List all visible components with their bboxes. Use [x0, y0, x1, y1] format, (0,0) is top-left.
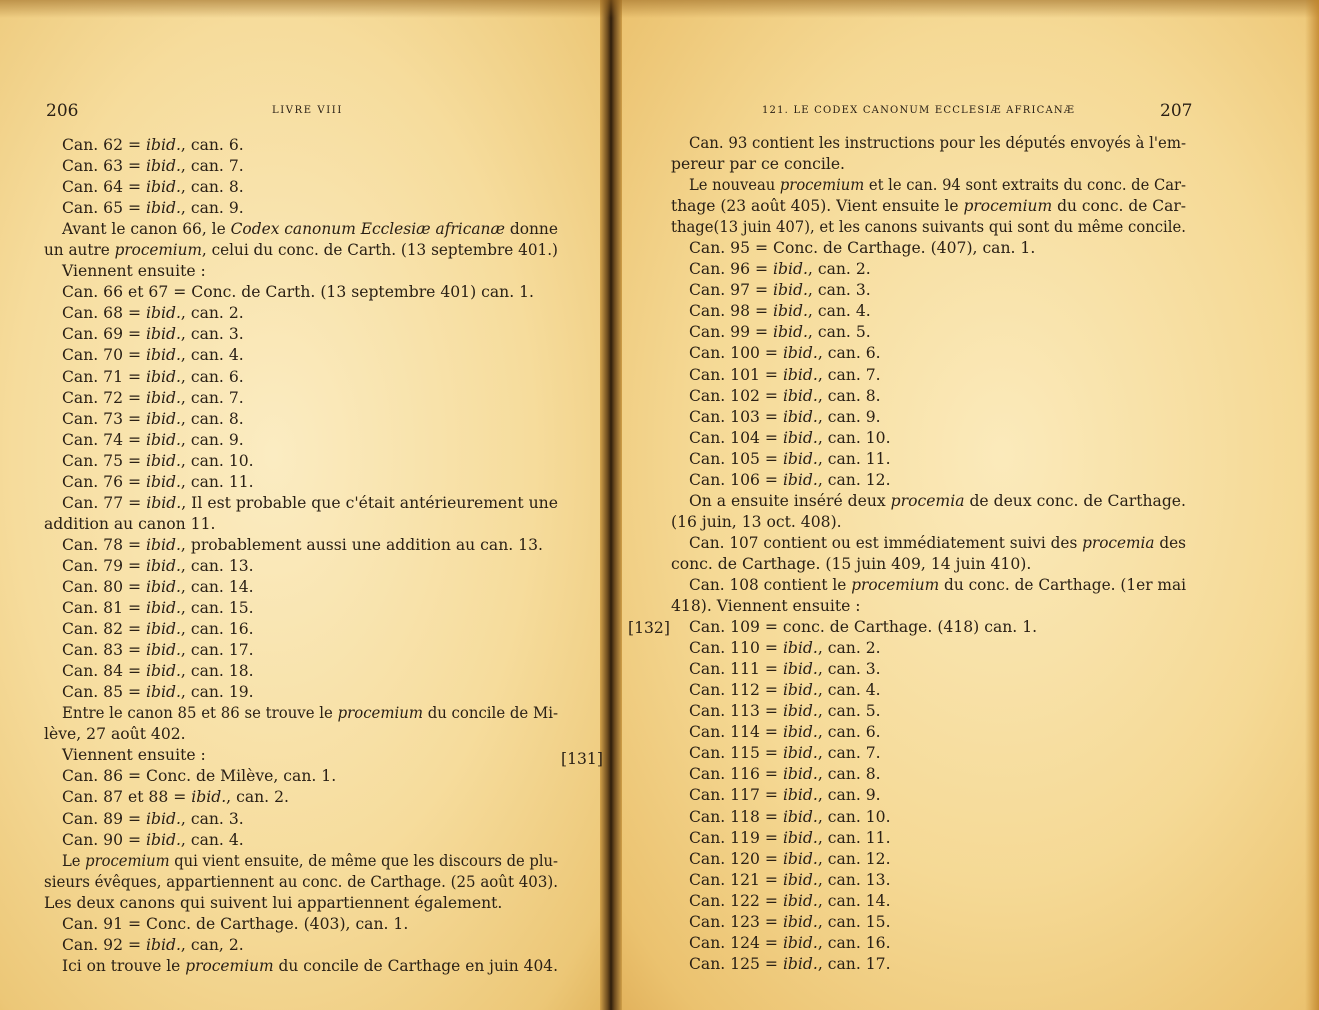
text-run: Can. 81 =	[62, 599, 147, 618]
text-run: , can. 14.	[817, 891, 891, 910]
text-run: donne	[504, 220, 558, 239]
italic-text: ibid.	[782, 723, 818, 742]
text-line	[671, 638, 1186, 659]
text-run: , can. 17.	[817, 954, 891, 973]
text-run: , can. 8.	[817, 765, 881, 784]
text-run: , can. 8.	[180, 409, 244, 428]
text-run: Can. 73 =	[62, 409, 147, 428]
text-line	[671, 828, 1186, 849]
text-line	[44, 303, 558, 324]
text-run: Can. 85 =	[62, 683, 147, 702]
text-line	[44, 282, 558, 303]
italic-text: ibid.	[146, 935, 181, 954]
text-run: , can. 6.	[180, 136, 244, 154]
text-line	[44, 851, 558, 872]
text-run: , can. 7.	[180, 388, 244, 407]
italic-text: Codex canonum Ecclesiæ africanæ	[230, 220, 505, 239]
text-run: Can. 91 = Conc. de Carthage. (403), can. 1.	[62, 914, 409, 933]
text-run: Can. 83 =	[62, 641, 147, 660]
text-run: , can, 2.	[180, 935, 244, 954]
text-line	[671, 259, 1186, 280]
text-run: , can. 11.	[180, 472, 254, 491]
text-line	[44, 830, 558, 851]
text-run: On a ensuite inséré deux	[689, 491, 891, 510]
text-line	[44, 388, 558, 409]
text-line	[671, 659, 1186, 680]
italic-text: ibid.	[773, 260, 808, 279]
text-run: Can. 95 = Conc. de Carthage. (407), can. 1.	[689, 239, 1036, 258]
text-run: (16 juin, 13 oct. 408).	[671, 512, 842, 531]
text-run: Can. 104 =	[689, 428, 783, 447]
text-line	[671, 849, 1186, 870]
text-run: , can. 9.	[180, 430, 244, 449]
text-run: conc. de Carthage. (15 juin 409, 14 juin 410).	[671, 554, 1032, 573]
text-run: Can. 92 =	[62, 935, 147, 954]
text-run: , can. 6.	[180, 367, 244, 386]
text-line	[44, 451, 558, 472]
text-run: , can. 10.	[817, 428, 891, 447]
italic-text: procemium	[85, 851, 170, 870]
text-run: Can. 82 =	[62, 620, 147, 639]
text-run: , can. 4.	[807, 302, 871, 321]
text-run: , can. 2.	[807, 260, 871, 279]
text-run: Can. 115 =	[689, 744, 783, 763]
text-line	[44, 787, 558, 808]
text-run: qui vient ensuite, de même que les discours de plu-	[169, 851, 558, 870]
text-line	[44, 135, 558, 156]
italic-text: ibid.	[146, 620, 181, 639]
italic-text: ibid.	[191, 788, 227, 807]
text-line	[44, 261, 558, 282]
text-run: , probablement aussi une addition au can. 13.	[180, 535, 543, 554]
text-line	[671, 196, 1186, 217]
italic-text: ibid.	[782, 639, 818, 658]
italic-text: ibid.	[782, 470, 818, 489]
text-line	[671, 785, 1186, 806]
text-run: Can. 66 et 67 = Conc. de Carth. (13 septembre 401) can. 1.	[62, 283, 535, 302]
text-run: thage (23 août 405). Vient ensuite le	[671, 197, 964, 216]
text-line	[671, 343, 1186, 364]
italic-text: ibid.	[782, 744, 818, 763]
text-run: Can. 71 =	[62, 367, 147, 386]
text-run: , can. 9.	[817, 407, 881, 426]
text-line	[44, 893, 558, 914]
text-line	[44, 914, 558, 935]
text-line	[44, 577, 558, 598]
text-line	[44, 619, 558, 640]
italic-text: ibid.	[146, 409, 181, 428]
text-run: , can. 3.	[180, 325, 244, 344]
text-run: Viennent ensuite :	[62, 262, 206, 281]
italic-text: ibid.	[146, 388, 181, 407]
italic-text: ibid.	[782, 765, 818, 784]
text-run: Can. 118 =	[689, 807, 783, 826]
text-line	[671, 238, 1186, 259]
text-run: , can. 13.	[817, 870, 891, 889]
text-line	[44, 661, 558, 682]
italic-text: ibid.	[782, 912, 818, 931]
italic-text: ibid.	[146, 304, 181, 323]
text-line	[671, 175, 1186, 196]
text-run: Can. 101 =	[689, 365, 783, 384]
text-line	[44, 745, 558, 766]
text-run: Can. 98 =	[689, 302, 774, 321]
text-line	[44, 514, 558, 535]
text-line	[44, 430, 558, 451]
text-run: , can. 2.	[226, 788, 289, 807]
book-gutter	[600, 0, 622, 1010]
italic-text: ibid.	[782, 933, 818, 952]
text-line	[44, 324, 558, 345]
text-run: Avant le canon 66, le	[62, 220, 231, 239]
top-shadow	[0, 0, 1319, 18]
text-run: Can. 99 =	[689, 323, 774, 342]
italic-text: ibid.	[146, 367, 181, 386]
text-run: thage(13 juin 407), et les canons suivants qui sont du même concile.	[671, 218, 1186, 237]
left-page-header	[0, 101, 600, 123]
text-line	[671, 870, 1186, 891]
text-line	[671, 954, 1186, 975]
text-line	[671, 807, 1186, 828]
margin-reference-right: [132]	[628, 619, 670, 637]
text-run: , can. 7.	[817, 365, 881, 384]
text-run: , can. 2.	[817, 639, 881, 658]
text-run: , can. 10.	[180, 451, 254, 470]
text-line	[44, 240, 558, 261]
text-run: lève, 27 août 402.	[44, 725, 186, 744]
text-run: , celui du conc. de Carth. (13 septembre 401.)	[201, 241, 558, 260]
text-run: , can. 8.	[817, 386, 881, 405]
italic-text: ibid.	[782, 702, 818, 721]
text-line	[671, 407, 1186, 428]
italic-text: ibid.	[146, 325, 181, 344]
text-line	[44, 556, 558, 577]
text-run: Can. 77 =	[62, 493, 147, 512]
italic-text: ibid.	[782, 786, 818, 805]
italic-text: procemium	[963, 197, 1053, 216]
text-line	[671, 428, 1186, 449]
text-run: , can. 12.	[817, 849, 891, 868]
text-run: du concile de Carthage en juin 404.	[273, 956, 558, 975]
text-run: Can. 114 =	[689, 723, 783, 742]
text-run: Can. 64 =	[62, 178, 147, 197]
italic-text: procemium	[779, 176, 865, 195]
text-line	[44, 472, 558, 493]
italic-text: ibid.	[782, 870, 818, 889]
text-line	[44, 598, 558, 619]
text-line	[44, 177, 558, 198]
text-run: Can. 69 =	[62, 325, 147, 344]
text-run: , can. 7.	[180, 157, 244, 176]
text-run: , can. 15.	[180, 599, 254, 618]
text-run: , can. 9.	[180, 199, 244, 218]
italic-text: ibid.	[146, 535, 181, 554]
text-run: Can. 89 =	[62, 809, 147, 828]
text-run: Can. 68 =	[62, 304, 147, 323]
text-run: Can. 86 = Conc. de Milève, can. 1.	[62, 767, 337, 786]
italic-text: ibid.	[782, 681, 818, 700]
italic-text: procemium	[851, 575, 940, 594]
text-run: Can. 96 =	[689, 260, 774, 279]
text-run: des	[1154, 533, 1186, 552]
text-run: Can. 74 =	[62, 430, 147, 449]
text-line	[671, 912, 1186, 933]
text-run: , can. 2.	[180, 304, 244, 323]
text-run: Can. 111 =	[689, 660, 783, 679]
italic-text: ibid.	[773, 323, 808, 342]
text-run: de deux conc. de Carthage.	[964, 491, 1186, 510]
text-run: Le	[62, 851, 86, 870]
italic-text: ibid.	[782, 407, 818, 426]
text-run: Can. 113 =	[689, 702, 783, 721]
text-run: , can. 4.	[180, 346, 244, 365]
text-run: , can. 3.	[180, 809, 244, 828]
text-line	[671, 470, 1186, 491]
italic-text: ibid.	[146, 683, 181, 702]
text-run: Can. 100 =	[689, 344, 783, 363]
text-line	[671, 701, 1186, 722]
text-run: Can. 65 =	[62, 199, 147, 218]
italic-text: ibid.	[146, 136, 181, 154]
italic-text: ibid.	[782, 891, 818, 910]
italic-text: ibid.	[146, 157, 181, 176]
page-edge	[1305, 0, 1319, 1010]
text-run: , can. 3.	[817, 660, 881, 679]
text-line	[671, 743, 1186, 764]
text-line	[671, 891, 1186, 912]
text-line	[671, 449, 1186, 470]
text-run: , can. 13.	[180, 556, 254, 575]
text-line	[671, 533, 1186, 554]
italic-text: ibid.	[146, 346, 181, 365]
text-run: Can. 116 =	[689, 765, 783, 784]
italic-text: ibid.	[782, 386, 818, 405]
text-run: Le nouveau	[689, 176, 780, 195]
italic-text: ibid.	[773, 302, 808, 321]
text-line	[44, 156, 558, 177]
italic-text: ibid.	[146, 599, 181, 618]
text-run: Can. 107 contient ou est immédiatement suivi des	[689, 533, 1083, 552]
italic-text: ibid.	[782, 954, 818, 973]
text-line	[44, 198, 558, 219]
right-page-number: 207	[1160, 101, 1193, 121]
text-run: Can. 124 =	[689, 933, 783, 952]
italic-text: ibid.	[146, 430, 181, 449]
left-page-text	[44, 135, 558, 977]
text-run: du concile de Mi-	[422, 704, 558, 723]
text-line	[671, 764, 1186, 785]
text-run: Can. 63 =	[62, 157, 147, 176]
text-run: , can. 5.	[817, 702, 881, 721]
text-run: Can. 117 =	[689, 786, 783, 805]
italic-text: ibid.	[146, 556, 181, 575]
italic-text: procemium	[114, 241, 202, 260]
text-run: Entre le canon 85 et 86 se trouve le	[62, 704, 338, 723]
text-line	[671, 322, 1186, 343]
text-line	[44, 409, 558, 430]
text-run: Can. 84 =	[62, 662, 147, 681]
text-line	[44, 956, 558, 977]
text-run: , can. 10.	[817, 807, 891, 826]
text-line	[671, 133, 1186, 154]
text-line	[671, 722, 1186, 743]
italic-text: ibid.	[146, 809, 181, 828]
text-run: , can. 9.	[817, 786, 881, 805]
text-run: , can. 11.	[817, 828, 891, 847]
text-run: Can. 109 = conc. de Carthage. (418) can. 1.	[689, 618, 1038, 637]
text-run: Can. 125 =	[689, 954, 783, 973]
text-run: , can. 4.	[180, 830, 244, 849]
text-line	[44, 345, 558, 366]
italic-text: ibid.	[146, 178, 181, 197]
text-run: , can. 8.	[180, 178, 244, 197]
text-run: Can. 79 =	[62, 556, 147, 575]
text-run: Can. 78 =	[62, 535, 147, 554]
text-run: du conc. de Car-	[1052, 197, 1186, 216]
text-run: , can. 6.	[817, 723, 881, 742]
text-run: Can. 102 =	[689, 386, 783, 405]
text-run: , can. 5.	[807, 323, 871, 342]
text-line	[671, 365, 1186, 386]
italic-text: ibid.	[146, 830, 181, 849]
text-run: Can. 108 contient le	[689, 575, 852, 594]
text-run: Can. 76 =	[62, 472, 147, 491]
text-run: Can. 62 =	[62, 136, 147, 154]
text-line	[671, 575, 1186, 596]
text-line	[44, 640, 558, 661]
text-run: Les deux canons qui suivent lui appartiennent également.	[44, 893, 503, 912]
text-line	[44, 809, 558, 830]
italic-text: ibid.	[146, 641, 181, 660]
text-run: et le can. 94 sont extraits du conc. de Car-	[864, 176, 1186, 195]
italic-text: ibid.	[782, 660, 818, 679]
text-line	[44, 493, 558, 514]
text-run: Can. 90 =	[62, 830, 147, 849]
text-run: Ici on trouve le	[62, 956, 186, 975]
text-line	[44, 935, 558, 956]
italic-text: procemium	[185, 956, 274, 975]
italic-text: procemia	[1082, 533, 1155, 552]
text-line	[44, 724, 558, 745]
text-run: , can. 19.	[180, 683, 254, 702]
text-run: Can. 97 =	[689, 281, 774, 300]
text-run: Can. 80 =	[62, 577, 147, 596]
text-line	[671, 491, 1186, 512]
text-run: , can. 3.	[807, 281, 871, 300]
margin-reference-left: [131]	[561, 750, 603, 768]
text-run: pereur par ce concile.	[671, 155, 846, 174]
text-run: , can. 16.	[817, 933, 891, 952]
text-run: Can. 106 =	[689, 470, 783, 489]
text-line	[671, 680, 1186, 701]
text-run: Can. 120 =	[689, 849, 783, 868]
text-run: Can. 112 =	[689, 681, 783, 700]
text-line	[44, 535, 558, 556]
italic-text: ibid.	[782, 344, 818, 363]
text-run: Can. 93 contient les instructions pour les députés envoyés à l'em-	[689, 134, 1186, 152]
text-line	[671, 386, 1186, 407]
text-line	[671, 280, 1186, 301]
left-running-head: LIVRE VIII	[272, 105, 343, 116]
text-run: Can. 75 =	[62, 451, 147, 470]
text-line	[671, 512, 1186, 533]
text-line	[671, 154, 1186, 175]
left-page-number: 206	[46, 101, 79, 121]
text-line	[671, 554, 1186, 575]
italic-text: procemium	[337, 704, 423, 723]
text-run: , can. 16.	[180, 620, 254, 639]
text-run: 418). Viennent ensuite :	[671, 597, 861, 616]
text-run: , can. 17.	[180, 641, 254, 660]
text-line	[671, 617, 1186, 638]
text-run: Can. 119 =	[689, 828, 783, 847]
text-run: du conc. de Carthage. (1er mai	[939, 575, 1186, 594]
italic-text: ibid.	[782, 807, 818, 826]
text-run: , Il est probable que c'était antérieurement une	[181, 493, 558, 512]
italic-text: ibid.	[782, 828, 818, 847]
italic-text: ibid.	[782, 428, 818, 447]
italic-text: ibid.	[146, 451, 181, 470]
text-run: Can. 70 =	[62, 346, 147, 365]
right-page-text	[671, 133, 1186, 975]
italic-text: procemia	[890, 491, 965, 510]
text-run: , can. 15.	[817, 912, 891, 931]
italic-text: ibid.	[146, 493, 182, 512]
text-run: Can. 122 =	[689, 891, 783, 910]
text-run: addition au canon 11.	[44, 514, 216, 533]
text-line	[44, 219, 558, 240]
text-run: Can. 123 =	[689, 912, 783, 931]
text-run: , can. 14.	[180, 577, 254, 596]
text-run: Can. 121 =	[689, 870, 783, 889]
text-run: Can. 87 et 88 =	[62, 788, 192, 807]
text-run: Viennent ensuite :	[62, 746, 206, 765]
text-run: un autre	[44, 241, 115, 260]
text-line	[671, 217, 1186, 238]
text-run: , can. 6.	[817, 344, 881, 363]
italic-text: ibid.	[782, 849, 818, 868]
text-line	[44, 367, 558, 388]
text-line	[44, 766, 558, 787]
italic-text: ibid.	[773, 281, 808, 300]
right-page-header	[620, 101, 1319, 123]
text-run: Can. 72 =	[62, 388, 147, 407]
italic-text: ibid.	[146, 577, 181, 596]
text-run: , can. 18.	[180, 662, 254, 681]
text-run: Can. 105 =	[689, 449, 783, 468]
italic-text: ibid.	[146, 472, 181, 491]
italic-text: ibid.	[146, 199, 181, 218]
text-line	[44, 682, 558, 703]
text-line	[44, 703, 558, 724]
text-run: , can. 12.	[817, 470, 891, 489]
right-running-head: 121. LE CODEX CANONUM ECCLESIÆ AFRICANÆ	[762, 105, 1076, 116]
text-run: , can. 7.	[817, 744, 881, 763]
text-run: Can. 103 =	[689, 407, 783, 426]
text-run: Can. 110 =	[689, 639, 783, 658]
text-line	[671, 596, 1186, 617]
italic-text: ibid.	[782, 449, 818, 468]
text-run: sieurs évêques, appartiennent au conc. de Carthage. (25 août 403).	[44, 872, 558, 891]
text-line	[44, 872, 558, 893]
text-line	[671, 301, 1186, 322]
text-line	[671, 933, 1186, 954]
text-run: , can. 11.	[817, 449, 891, 468]
text-run: , can. 4.	[817, 681, 881, 700]
italic-text: ibid.	[782, 365, 818, 384]
italic-text: ibid.	[146, 662, 181, 681]
